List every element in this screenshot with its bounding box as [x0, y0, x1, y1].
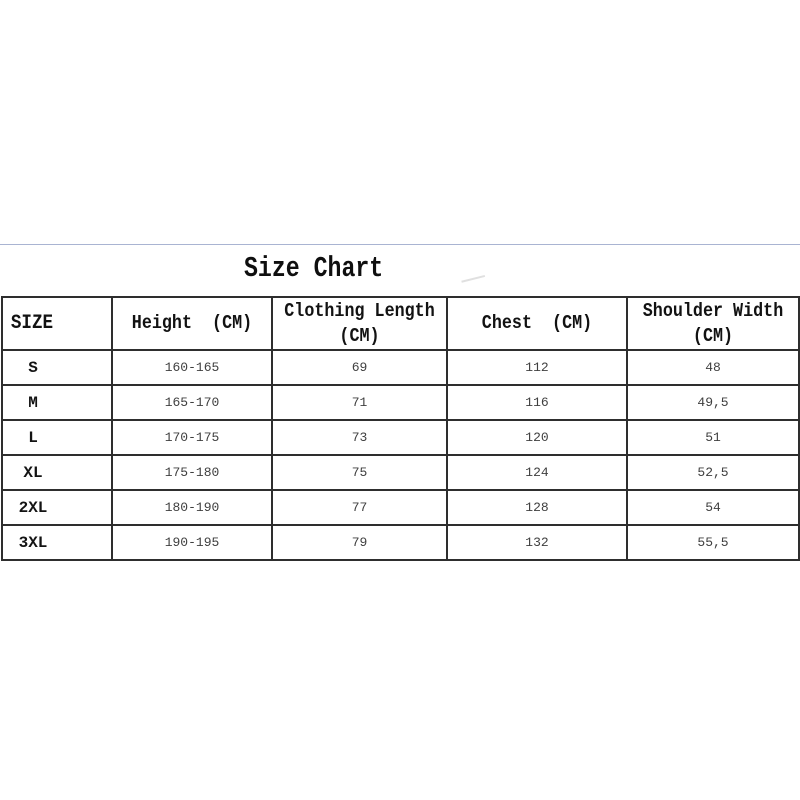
column-header-chest-label: Chest (CM)	[481, 312, 593, 335]
column-header-clothing-length-unit: (CM)	[339, 324, 380, 347]
cell-shoulder-width: 52,5	[627, 455, 799, 490]
size-chart-table	[1, 296, 800, 561]
table-row-s	[2, 350, 799, 385]
header-row	[2, 297, 799, 350]
cell-chest: 112	[447, 350, 627, 385]
column-header-height-label: Height (CM)	[131, 312, 253, 335]
cell-chest: 116	[447, 385, 627, 420]
smudge-artifact	[459, 265, 485, 282]
cell-clothing-length: 71	[272, 385, 447, 420]
table-row-3xl	[2, 525, 799, 560]
cell-shoulder-width: 54	[627, 490, 799, 525]
column-header-shoulder-width-unit: (CM)	[692, 324, 734, 347]
column-header-size	[2, 297, 112, 350]
cell-chest: 120	[447, 420, 627, 455]
table-row-xl	[2, 455, 799, 490]
page-title: Size Chart	[244, 252, 384, 285]
column-header-size-label: SIZE	[10, 311, 54, 335]
cell-clothing-length: 73	[272, 420, 447, 455]
column-header-height	[112, 297, 272, 350]
cell-size: 3XL	[2, 525, 112, 560]
cell-shoulder-width: 55,5	[627, 525, 799, 560]
cell-size: S	[2, 350, 112, 385]
cell-height: 160-165	[112, 350, 272, 385]
column-header-clothing-length	[272, 297, 447, 350]
cell-shoulder-width: 49,5	[627, 385, 799, 420]
cell-size: M	[2, 385, 112, 420]
table-row-2xl	[2, 490, 799, 525]
cell-height: 175-180	[112, 455, 272, 490]
cell-height: 180-190	[112, 490, 272, 525]
column-header-clothing-length-label: Clothing Length	[284, 299, 435, 322]
cell-chest: 124	[447, 455, 627, 490]
cell-clothing-length: 69	[272, 350, 447, 385]
cell-chest: 132	[447, 525, 627, 560]
cell-clothing-length: 79	[272, 525, 447, 560]
cell-size: XL	[2, 455, 112, 490]
cell-height: 170-175	[112, 420, 272, 455]
cell-size: L	[2, 420, 112, 455]
cell-size: 2XL	[2, 490, 112, 525]
table-row-m	[2, 385, 799, 420]
cell-shoulder-width: 51	[627, 420, 799, 455]
column-header-chest	[447, 297, 627, 350]
cell-clothing-length: 77	[272, 490, 447, 525]
cell-height: 165-170	[112, 385, 272, 420]
cell-height: 190-195	[112, 525, 272, 560]
cell-clothing-length: 75	[272, 455, 447, 490]
column-header-shoulder-width-label: Shoulder Width	[642, 299, 784, 322]
top-divider-line	[0, 244, 800, 245]
column-header-shoulder-width	[627, 297, 799, 350]
table-row-l	[2, 420, 799, 455]
cell-shoulder-width: 48	[627, 350, 799, 385]
cell-chest: 128	[447, 490, 627, 525]
